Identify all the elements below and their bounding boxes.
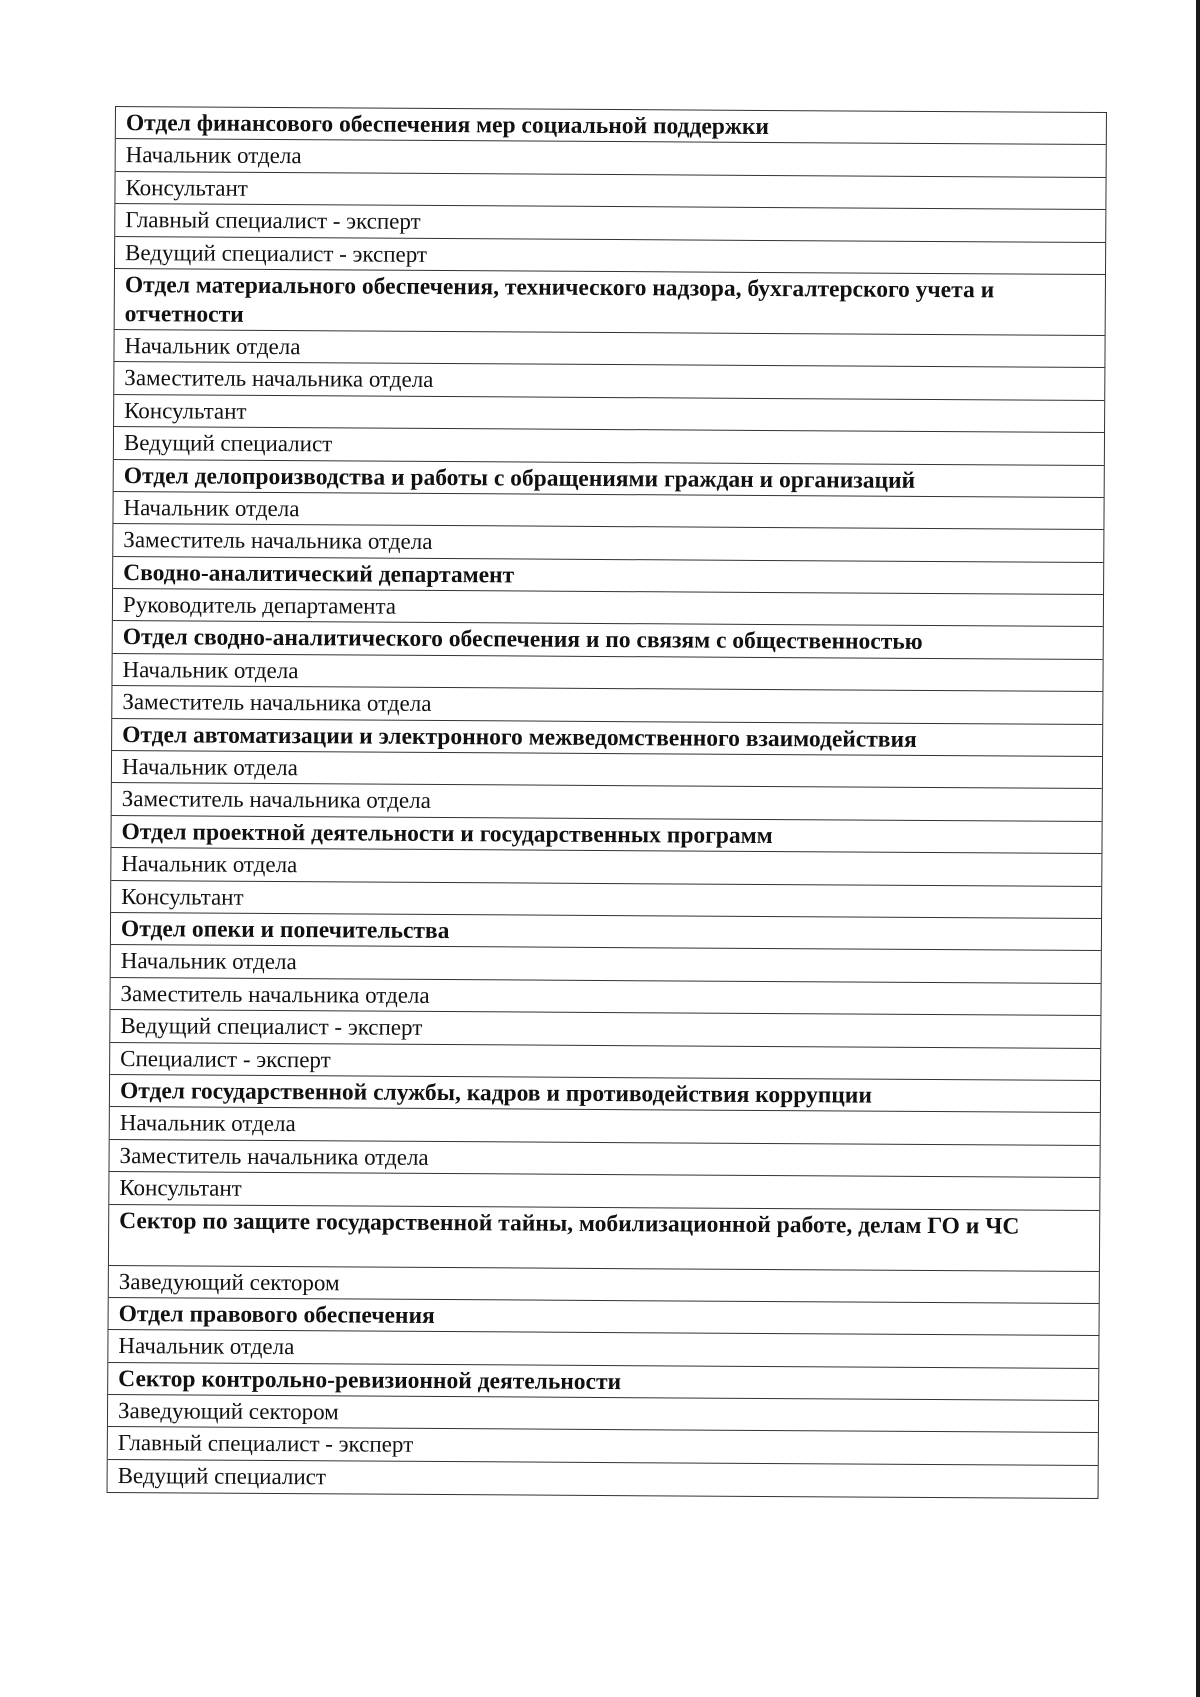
position-row: Главный специалист - эксперт bbox=[115, 204, 1105, 242]
department-header-row: Отдел автоматизации и электронного межведомственного взаимодействия bbox=[112, 719, 1102, 757]
position-row: Начальник отдела bbox=[114, 330, 1104, 368]
department-header-row: Отдел проектной деятельности и государственных программ bbox=[111, 816, 1101, 854]
position-row: Заместитель начальника отдела bbox=[112, 686, 1102, 724]
position-row: Ведущий специалист - эксперт bbox=[115, 237, 1105, 275]
position-row: Начальник отдела bbox=[112, 751, 1102, 789]
position-row: Консультант bbox=[115, 172, 1105, 210]
department-header-row: Сектор контрольно-ревизионной деятельности bbox=[108, 1363, 1098, 1401]
position-row: Начальник отдела bbox=[111, 848, 1101, 886]
position-row: Начальник отдела bbox=[108, 1330, 1098, 1368]
position-row: Заместитель начальника отдела bbox=[113, 524, 1103, 562]
department-header-row: Отдел государственной службы, кадров и противодействия коррупции bbox=[110, 1075, 1100, 1113]
position-row: Начальник отдела bbox=[111, 945, 1101, 983]
position-row: Консультант bbox=[109, 1172, 1099, 1210]
position-row: Заместитель начальника отдела bbox=[110, 978, 1100, 1016]
department-header-row: Сектор по защите государственной тайны, мобилизационной работе, делам ГО и ЧС bbox=[109, 1204, 1099, 1271]
department-header-row: Отдел сводно-аналитического обеспечения и по связям с общественностью bbox=[113, 621, 1103, 659]
position-row: Ведущий специалист bbox=[117, 1462, 327, 1490]
position-row: Главный специалист - эксперт bbox=[108, 1427, 1098, 1465]
position-row: Заместитель начальника отдела bbox=[114, 362, 1104, 400]
department-header-row: Отдел опеки и попечительства bbox=[111, 913, 1101, 951]
department-header-row: Отдел материального обеспечения, технического надзора, бухгалтерского учета и отчетности bbox=[115, 269, 1105, 336]
position-row: Руководитель департамента bbox=[113, 589, 1103, 627]
position-row: Заведующий сектором bbox=[109, 1265, 1099, 1303]
position-row: Заместитель начальника отдела bbox=[109, 1140, 1099, 1178]
scan-edge bbox=[1196, 0, 1200, 1697]
position-row: Консультант bbox=[111, 881, 1101, 919]
position-row: Специалист - эксперт bbox=[110, 1043, 1100, 1081]
department-header-row: Отдел делопроизводства и работы с обращениями граждан и организаций bbox=[114, 460, 1104, 498]
staff-positions-table bbox=[107, 106, 1107, 1499]
department-header-row: Отдел правового обеспечения bbox=[109, 1298, 1099, 1336]
department-header-row: Сводно-аналитический департамент bbox=[113, 557, 1103, 595]
position-row: Начальник отдела bbox=[113, 492, 1103, 530]
position-row: Заместитель начальника отдела bbox=[112, 783, 1102, 821]
position-row: Начальник отдела bbox=[112, 654, 1102, 692]
department-header-row: Отдел финансового обеспечения мер социальной поддержки bbox=[116, 107, 1106, 145]
position-row: Ведущий специалист - эксперт bbox=[110, 1010, 1100, 1048]
position-row: Заведующий сектором bbox=[108, 1395, 1098, 1433]
position-row: Консультант bbox=[114, 395, 1104, 433]
position-row: Начальник отдела bbox=[110, 1107, 1100, 1145]
position-row: Начальник отдела bbox=[116, 139, 1106, 177]
position-row: Ведущий специалист bbox=[114, 427, 1104, 465]
